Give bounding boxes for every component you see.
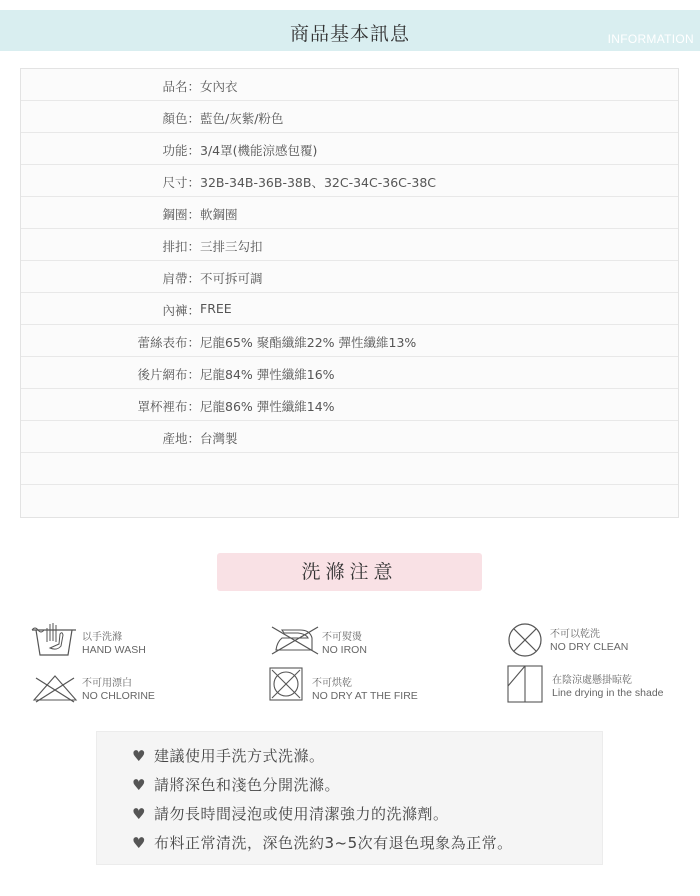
- info-row-color: [21, 101, 678, 133]
- no-iron-icon: [268, 624, 320, 656]
- info-row-name: [21, 69, 678, 101]
- info-row-back-mesh: [21, 357, 678, 389]
- section-subtitle: INFORMATION: [607, 32, 694, 46]
- info-value: 尼龍86% 彈性纖維14%: [200, 399, 335, 414]
- info-label: 排扣：: [162, 239, 200, 254]
- info-value: 尼龍65% 聚酯纖維22% 彈性纖維13%: [200, 335, 417, 350]
- care-label-zh: 不可熨燙: [322, 632, 362, 643]
- info-value: 尼龍84% 彈性纖維16%: [200, 367, 335, 382]
- info-value: 藍色/灰紫/粉色: [200, 111, 284, 126]
- care-label-zh: 不可以乾洗: [550, 629, 600, 640]
- info-row-lace-fabric: [21, 325, 678, 357]
- info-value: 3/4罩(機能涼感包覆): [200, 143, 318, 158]
- info-value: 軟鋼圈: [200, 207, 238, 222]
- care-label-zh: 在陰涼處懸掛晾乾: [552, 675, 632, 686]
- info-row-underwire: [21, 197, 678, 229]
- info-row-hooks: [21, 229, 678, 261]
- header-band: [0, 10, 700, 51]
- info-value: 32B-34B-36B-38B、32C-34C-36C-38C: [200, 175, 437, 190]
- info-label: 蕾絲表布：: [137, 335, 200, 350]
- info-row-empty: [21, 453, 678, 485]
- info-label: 後片網布：: [137, 367, 200, 382]
- care-notes-box: [96, 731, 603, 865]
- heart-icon: ♥: [132, 834, 146, 852]
- care-note-text: 請將深色和淺色分開洗滌。: [154, 776, 341, 794]
- info-table: [20, 68, 679, 518]
- care-note-text: 請勿長時間浸泡或使用清潔強力的洗滌劑。: [154, 805, 449, 823]
- care-note: [132, 774, 340, 795]
- info-label: 尺寸：: [162, 175, 200, 190]
- info-label: 罩杯裡布：: [137, 399, 200, 414]
- info-value: 女內衣: [200, 79, 238, 94]
- care-label-en: Line drying in the shade: [552, 687, 664, 699]
- info-row-cup-lining: [21, 389, 678, 421]
- care-note-text: 布料正常清洗，深色洗約3~5次有退色現象為正常。: [154, 834, 513, 852]
- care-label-en: NO DRY AT THE FIRE: [312, 690, 418, 702]
- care-label-en: NO DRY CLEAN: [550, 641, 629, 653]
- info-row-panties: [21, 293, 678, 325]
- section-title: 商品基本訊息: [289, 23, 410, 45]
- info-label: 產地：: [162, 431, 200, 446]
- info-label: 肩帶：: [162, 271, 200, 286]
- care-note: [132, 745, 325, 766]
- care-title: 洗滌注意: [217, 553, 482, 591]
- care-label-en: NO IRON: [322, 644, 367, 656]
- info-value: 不可拆可調: [200, 271, 263, 286]
- info-label: 品名：: [162, 79, 200, 94]
- info-value: FREE: [200, 301, 232, 316]
- care-label-zh: 以手洗滌: [82, 632, 122, 643]
- info-value: 三排三勾扣: [200, 239, 263, 254]
- care-note: [132, 832, 513, 853]
- line-dry-shade-icon: [506, 664, 544, 704]
- info-row-empty: [21, 485, 678, 517]
- heart-icon: ♥: [132, 776, 146, 794]
- hand-wash-icon: [30, 620, 78, 658]
- heart-icon: ♥: [132, 747, 146, 765]
- info-label: 鋼圈：: [162, 207, 200, 222]
- no-chlorine-icon: [30, 672, 80, 704]
- care-label-zh: 不可用漂白: [82, 678, 132, 689]
- info-row-straps: [21, 261, 678, 293]
- info-label: 功能：: [162, 143, 200, 158]
- no-tumble-dry-icon: [268, 666, 304, 702]
- info-label: 內褲：: [162, 303, 200, 318]
- info-row-size: [21, 165, 678, 197]
- heart-icon: ♥: [132, 805, 146, 823]
- info-label: 顏色：: [162, 111, 200, 126]
- info-row-function: [21, 133, 678, 165]
- no-dry-clean-icon: [506, 622, 544, 658]
- info-row-origin: [21, 421, 678, 453]
- care-label-en: NO CHLORINE: [82, 690, 155, 702]
- info-value: 台灣製: [200, 431, 238, 446]
- care-label-en: HAND WASH: [82, 644, 146, 656]
- care-note-text: 建議使用手洗方式洗滌。: [154, 747, 325, 765]
- care-note: [132, 803, 449, 824]
- care-label-zh: 不可烘乾: [312, 678, 352, 689]
